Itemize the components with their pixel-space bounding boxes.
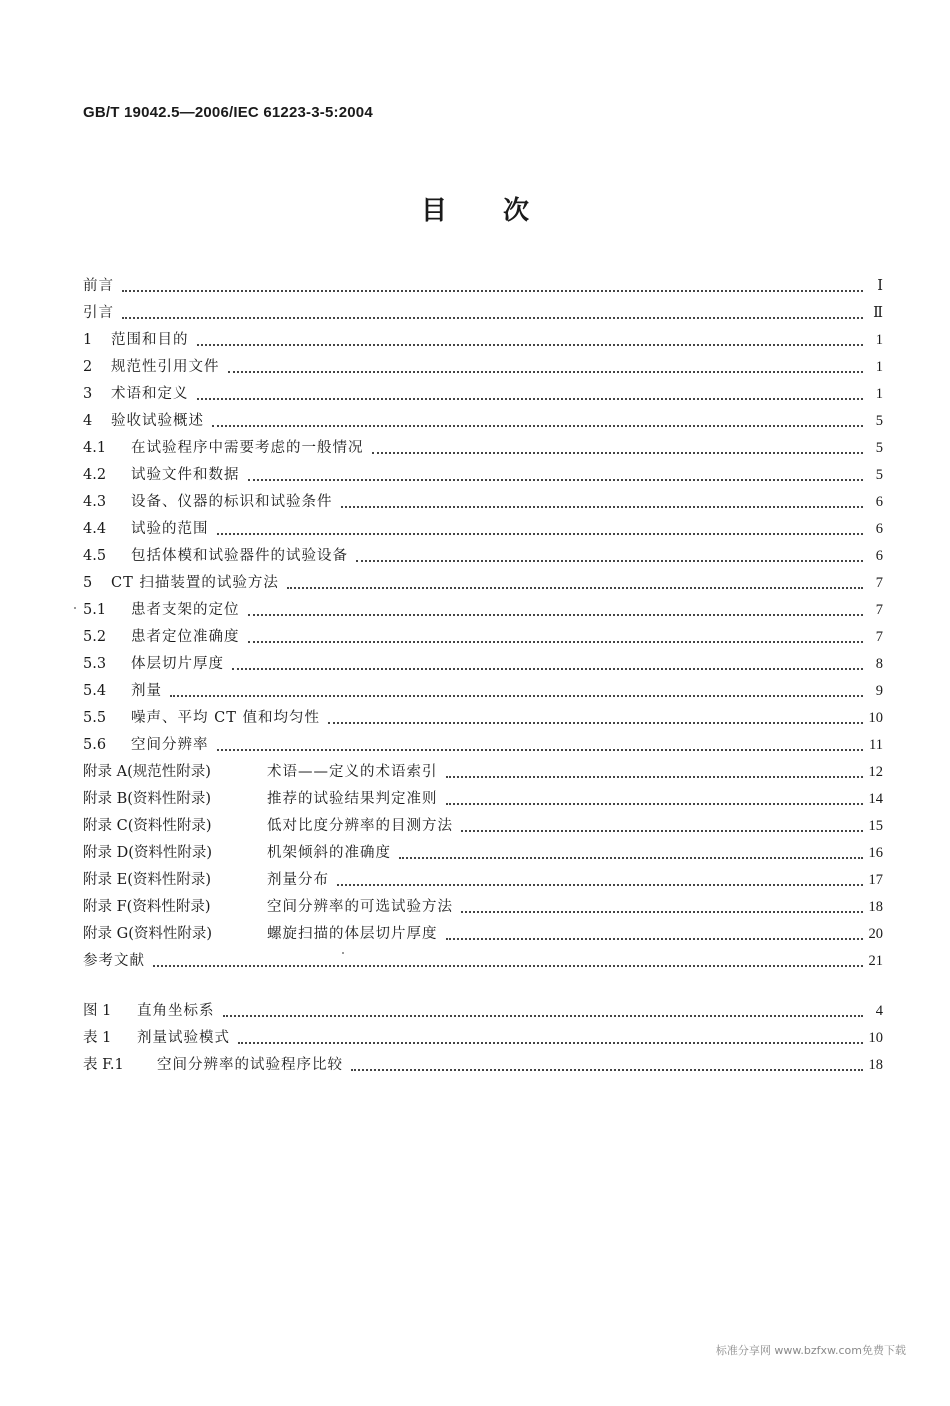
toc-entry-label: 剂量分布 [267,872,329,888]
toc-entry [83,598,883,625]
toc-entry-number: 图 1 [83,1003,112,1019]
toc-entry-page: 18 [868,1057,883,1073]
standard-code: GB/T 19042.5—2006/IEC 61223-3-5:2004 [83,104,373,121]
toc-entry-label: 术语——定义的术语索引 [267,764,438,780]
toc-leader-dots [328,722,863,724]
toc-leader-dots [122,290,863,292]
toc-entry-label: 验收试验概述 [111,413,204,429]
toc-leader-dots [372,452,864,454]
toc-leader-dots [399,857,863,859]
toc-entry-label: 空间分辨率的试验程序比较 [157,1057,343,1073]
toc-leader-dots [228,371,864,373]
toc-entry-page: 15 [868,818,883,834]
toc-entry-page: 4 [875,1003,883,1019]
toc-entry-label: 术语和定义 [111,386,189,402]
toc-entry-number: 表 1 [83,1030,112,1046]
toc-entry-label: 剂量 [131,683,162,699]
toc-entry-label: 患者定位准确度 [131,629,240,645]
toc-entry [83,274,883,301]
toc-entry-number: 5 [83,575,93,591]
toc-entry [83,355,883,382]
toc-leader-dots [122,317,863,319]
toc-leader-dots [461,830,863,832]
toc-entry-label: 试验文件和数据 [131,467,240,483]
toc-entry [83,301,883,328]
toc-gap [83,976,883,999]
toc-figures-tables-list [83,999,883,1080]
toc-leader-dots [153,965,863,967]
toc-entry [83,436,883,463]
toc-figure-table-entry [83,999,883,1026]
toc-entry-page: 21 [868,953,883,969]
toc-entry-number: 3 [83,386,93,402]
toc-entry-label: 空间分辨率的可选试验方法 [267,899,453,915]
toc-entry-page: 5 [875,440,883,456]
toc-entry-page: Ⅰ [877,278,883,294]
toc-entry-label: 设备、仪器的标识和试验条件 [131,494,333,510]
toc-entry-page: 1 [875,386,883,402]
toc-entry-page: 10 [868,710,883,726]
toc-leader-dots [232,668,863,670]
toc-entry [83,895,883,922]
toc-leader-dots [248,641,864,643]
toc-entry [83,706,883,733]
toc-entry-label: 前言 [83,278,114,294]
toc-entry-page: 16 [868,845,883,861]
toc-entry-number: 4.5 [83,548,107,564]
toc-entry-number: 5.3 [83,656,107,672]
toc-entry-label: 引言 [83,305,114,321]
toc-entry-label: 包括体模和试验器件的试验设备 [131,548,348,564]
toc-entry-page: 20 [868,926,883,942]
toc-entry-number: 5.4 [83,683,107,699]
scan-speck [342,952,344,954]
toc-entry-page: 6 [875,521,883,537]
toc-entry-label: 范围和目的 [111,332,189,348]
toc-entry-number: 2 [83,359,93,375]
toc-entry-number: 5.1 [83,602,107,618]
toc-entry [83,625,883,652]
toc-entry-page: 12 [868,764,883,780]
toc-entry-label: 患者支架的定位 [131,602,240,618]
toc-entry [83,409,883,436]
toc-entry-page: 10 [868,1030,883,1046]
toc-leader-dots [446,803,863,805]
toc-leader-dots [197,344,864,346]
toc-entry-number: 附录 C(资料性附录) [83,818,212,834]
toc-entry-label: 推荐的试验结果判定准则 [267,791,438,807]
toc-entry [83,328,883,355]
toc-entry-label: 机架倾斜的准确度 [267,845,391,861]
toc-entry [83,949,883,976]
toc-entry-number: 4.2 [83,467,107,483]
toc-leader-dots [351,1069,863,1071]
toc-entry-page: 18 [868,899,883,915]
toc-entry-number: 4.1 [83,440,107,456]
toc-leader-dots [248,479,864,481]
toc-entry-page: 1 [875,359,883,375]
toc-leader-dots [337,884,863,886]
toc-entry-page: 9 [875,683,883,699]
toc-figure-table-entry [83,1053,883,1080]
toc-entry-label: 低对比度分辨率的目测方法 [267,818,453,834]
toc-entry [83,814,883,841]
toc-entry-label: 试验的范围 [131,521,209,537]
toc-entry-number: 附录 E(资料性附录) [83,872,212,888]
toc-entry-page: 7 [875,575,883,591]
toc-leader-dots [197,398,864,400]
toc-entry [83,652,883,679]
toc-entry-page: 8 [875,656,883,672]
toc-entry [83,463,883,490]
toc-entry-number: 附录 F(资料性附录) [83,899,211,915]
toc-leader-dots [223,1015,864,1017]
toc-entry-page: Ⅱ [873,305,883,321]
toc-entry [83,490,883,517]
toc-entry-number: 4 [83,413,93,429]
toc-entry-label: 直角坐标系 [137,1003,215,1019]
toc-entry-label: 空间分辨率 [131,737,209,753]
toc-entry-number: 附录 A(规范性附录) [83,764,211,780]
toc-entry [83,382,883,409]
toc-entry-label: 剂量试验模式 [137,1030,230,1046]
page-title: 目次 [420,196,585,226]
toc-leader-dots [170,695,863,697]
toc-entry-number: 1 [83,332,93,348]
toc-entry-number: 表 F.1 [83,1057,124,1073]
toc-entry-label: 在试验程序中需要考虑的一般情况 [131,440,364,456]
toc-entry [83,733,883,760]
toc-leader-dots [217,749,864,751]
toc-leader-dots [248,614,864,616]
toc-entry-number: 附录 D(资料性附录) [83,845,213,861]
toc-entry [83,544,883,571]
toc-entry [83,868,883,895]
toc-leader-dots [446,938,863,940]
toc-entry-page: 11 [869,737,883,753]
toc-entry-number: 5.6 [83,737,107,753]
toc-entry-page: 7 [875,629,883,645]
watermark: 标准分享网 www.bzfxw.com免费下载 [715,1344,906,1357]
toc-entry [83,571,883,598]
toc-leader-dots [356,560,863,562]
toc-leader-dots [446,776,863,778]
toc-entry-number: 5.5 [83,710,107,726]
toc-entry-page: 1 [875,332,883,348]
toc-entry [83,787,883,814]
toc-leader-dots [217,533,864,535]
toc-entry-label: 螺旋扫描的体层切片厚度 [267,926,438,942]
toc-entry [83,760,883,787]
toc-leader-dots [212,425,863,427]
toc-entry-page: 5 [875,413,883,429]
toc-entry-label: 规范性引用文件 [111,359,220,375]
toc-entry [83,841,883,868]
toc-entry-page: 5 [875,467,883,483]
toc-entry-number: 4.3 [83,494,107,510]
toc-leader-dots [287,587,863,589]
toc-entry-number: 5.2 [83,629,107,645]
toc-entry-page: 7 [875,602,883,618]
toc-leader-dots [341,506,864,508]
toc-entry-page: 6 [875,494,883,510]
toc-entry-label: 噪声、平均 CT 值和均匀性 [131,710,320,726]
toc-entry [83,922,883,949]
toc-entry-number: 4.4 [83,521,107,537]
toc-entry-number: 附录 B(资料性附录) [83,791,212,807]
toc-leader-dots [238,1042,863,1044]
toc-entry-label: CT 扫描装置的试验方法 [111,575,279,591]
toc-entry-label: 体层切片厚度 [131,656,224,672]
toc-entry-number: 附录 G(资料性附录) [83,926,213,942]
toc-entry [83,679,883,706]
toc-entry-page: 6 [875,548,883,564]
toc-entry-page: 14 [868,791,883,807]
toc-figure-table-entry [83,1026,883,1053]
toc-leader-dots [461,911,863,913]
toc-entry-label: 参考文献 [83,953,145,969]
toc-entry-page: 17 [868,872,883,888]
table-of-contents [83,274,883,1080]
toc-main-list [83,274,883,976]
toc-entry [83,517,883,544]
scan-speck [74,607,76,609]
